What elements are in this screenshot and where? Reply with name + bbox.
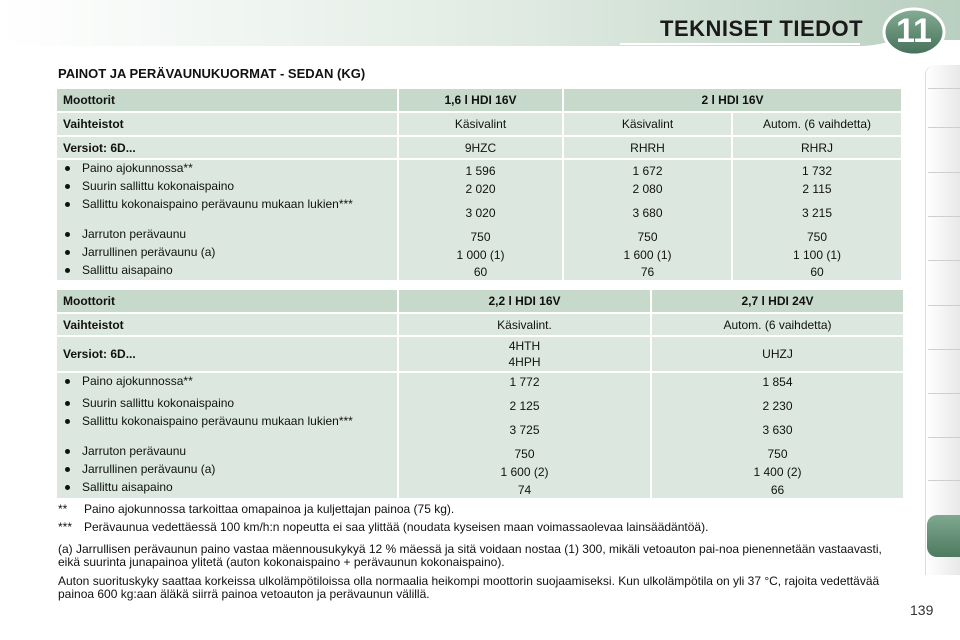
weight-labels <box>57 160 397 280</box>
value-cell: 3 680 <box>632 206 663 220</box>
gearbox-cell: Käsivalint. <box>399 314 650 335</box>
list-item: Jarruton perävaunu <box>63 445 391 463</box>
page-number: 139 <box>910 602 934 618</box>
weights-table-1 <box>55 87 903 282</box>
notes-block <box>58 503 906 607</box>
chapter-title: TEKNISET TIEDOT <box>660 16 864 41</box>
bullet-icon <box>65 184 70 189</box>
value-cell: 3 725 <box>509 423 540 437</box>
list-item: Suurin sallittu kokonaispaino <box>63 397 391 415</box>
bullet-icon <box>65 449 70 454</box>
paragraph: (a) Jarrullisen perävaunun paino vastaa mäennousukykyä 12 % mäessä ja sitä voidaan nostaa (1) 300, mikäli vetoauton pai-noa pienennetään vastaavasti, eikä suurinta junapainoa ylitetä (auton kokonaispaino + perävaunun kokonaispaino). <box>58 542 882 569</box>
version-label: Versiot: 6D... <box>57 137 397 158</box>
value-cell: 2 125 <box>509 399 540 413</box>
gearbox-label: Vaihteistot <box>57 314 397 335</box>
value-cell: 2 115 <box>802 182 832 196</box>
footnote-mark: *** <box>58 520 73 534</box>
side-tab[interactable] <box>928 216 960 217</box>
bullet-icon <box>65 379 70 384</box>
value-cell: 1 600 (1) <box>623 248 672 262</box>
value-column <box>399 373 650 498</box>
list-item: Suurin sallittu kokonaispaino <box>63 180 391 198</box>
footnote <box>58 521 906 534</box>
value-cell: 3 630 <box>762 423 793 437</box>
gearbox-cell: Käsivalint <box>564 113 731 135</box>
side-tab[interactable] <box>928 88 960 89</box>
value-cell: 74 <box>517 482 532 497</box>
side-tab[interactable] <box>928 305 960 306</box>
value-cell: 1 732 <box>801 164 833 178</box>
version-cell: 9HZC <box>399 137 562 158</box>
side-tab[interactable] <box>928 260 960 261</box>
value-cell: 1 400 (2) <box>753 465 802 479</box>
gearbox-cell: Käsivalint <box>399 113 562 135</box>
list-item: Jarrullinen perävaunu (a) <box>63 463 391 481</box>
bullet-icon <box>65 202 70 207</box>
value-cell: 3 020 <box>465 206 496 220</box>
bullet-icon <box>65 250 70 255</box>
value-column <box>399 160 562 280</box>
value-cell: 750 <box>637 230 658 244</box>
side-tab[interactable] <box>928 480 960 481</box>
engine-col: 1,6 l HDI 16V <box>399 89 562 111</box>
value-cell: 2 080 <box>632 182 663 196</box>
footnote-text: Paino ajokunnossa tarkoittaa omapainoa ja kuljettajan painoa (75 kg). <box>84 502 455 516</box>
side-tab-rail <box>925 65 960 575</box>
engine-label: Moottorit <box>57 290 397 312</box>
value-cell: 1 100 (1) <box>792 248 842 262</box>
gearbox-label: Vaihteistot <box>57 113 397 135</box>
list-item: Sallittu aisapaino <box>63 264 391 280</box>
side-tab[interactable] <box>928 172 960 173</box>
weights-table-2 <box>55 288 905 500</box>
paragraph: Auton suorituskyky saattaa korkeissa ulkolämpötiloissa olla normaalia heikompi moottorin suojaamiseksi. Kun ulkolämpötila on yli 37 °C, rajoita vedettävää painoa 600 kg:aan äläkä siirrä painoa vetoauton ja perävaunun välillä. <box>58 574 880 601</box>
footnote-text: Perävaunua vedettäessä 100 km/h:n nopeutta ei saa ylittää (noudata kyseisen maan voimassaolevaa lainsäädäntöä). <box>84 520 709 534</box>
value-cell: 1 600 (2) <box>500 465 549 479</box>
version-cell: RHRJ <box>733 137 901 158</box>
value-cell: 76 <box>640 265 655 279</box>
value-cell: 750 <box>806 230 828 244</box>
list-item: Paino ajokunnossa** <box>63 162 391 180</box>
footnote-mark: ** <box>58 502 68 516</box>
side-tab[interactable] <box>928 349 960 350</box>
value-column <box>733 160 901 280</box>
bullet-icon <box>65 419 70 424</box>
value-cell: 750 <box>514 447 535 461</box>
list-item: Jarrullinen perävaunu (a) <box>63 246 391 264</box>
footnote <box>58 503 906 516</box>
side-tab[interactable] <box>928 127 960 128</box>
gearbox-cell: Autom. (6 vaihdetta) <box>652 314 903 335</box>
weight-labels <box>57 373 397 498</box>
value-cell: 750 <box>470 230 491 244</box>
list-item: Jarruton perävaunu <box>63 228 391 246</box>
bullet-icon <box>65 485 70 490</box>
list-item: Sallittu aisapaino <box>63 481 391 498</box>
value-cell: 2 020 <box>465 182 496 196</box>
value-column <box>564 160 731 280</box>
value-cell: 3 215 <box>801 206 833 220</box>
list-item: Paino ajokunnossa** <box>63 375 391 397</box>
value-cell: 1 772 <box>509 375 540 389</box>
bullet-icon <box>65 401 70 406</box>
bullet-icon <box>65 467 70 472</box>
value-cell: 60 <box>473 265 488 279</box>
value-column <box>652 373 903 498</box>
side-tab-active[interactable] <box>927 515 960 557</box>
value-cell: 60 <box>810 265 824 279</box>
engine-col: 2 l HDI 16V <box>564 89 901 111</box>
engine-col: 2,2 l HDI 16V <box>399 290 650 312</box>
version-value: 4HTH <box>508 339 541 353</box>
value-cell: 1 672 <box>632 164 663 178</box>
side-tab[interactable] <box>928 393 960 394</box>
version-value: 4HPH <box>508 355 541 369</box>
bullet-icon <box>65 268 70 273</box>
bullet-icon <box>65 232 70 237</box>
list-item: Sallittu kokonaispaino perävaunu mukaan lukien*** <box>63 198 391 228</box>
bullet-icon <box>65 166 70 171</box>
version-cell: RHRH <box>564 137 731 158</box>
chapter-number: 11 <box>896 12 932 50</box>
version-cell <box>399 337 650 371</box>
value-cell: 750 <box>767 447 788 461</box>
value-cell: 1 854 <box>762 375 793 389</box>
version-label: Versiot: 6D... <box>57 337 397 371</box>
side-tab[interactable] <box>928 437 960 438</box>
engine-label: Moottorit <box>57 89 397 111</box>
value-cell: 2 230 <box>762 399 793 413</box>
value-cell: 1 000 (1) <box>456 248 505 262</box>
gearbox-cell: Autom. (6 vaihdetta) <box>733 113 901 135</box>
value-cell: 1 596 <box>465 164 496 178</box>
engine-col: 2,7 l HDI 24V <box>652 290 903 312</box>
list-item: Sallittu kokonaispaino perävaunu mukaan lukien*** <box>63 415 391 445</box>
value-cell: 66 <box>770 482 785 497</box>
version-cell: UHZJ <box>652 337 903 371</box>
section-title: PAINOT JA PERÄVAUNUKUORMAT - SEDAN (KG) <box>58 66 366 81</box>
